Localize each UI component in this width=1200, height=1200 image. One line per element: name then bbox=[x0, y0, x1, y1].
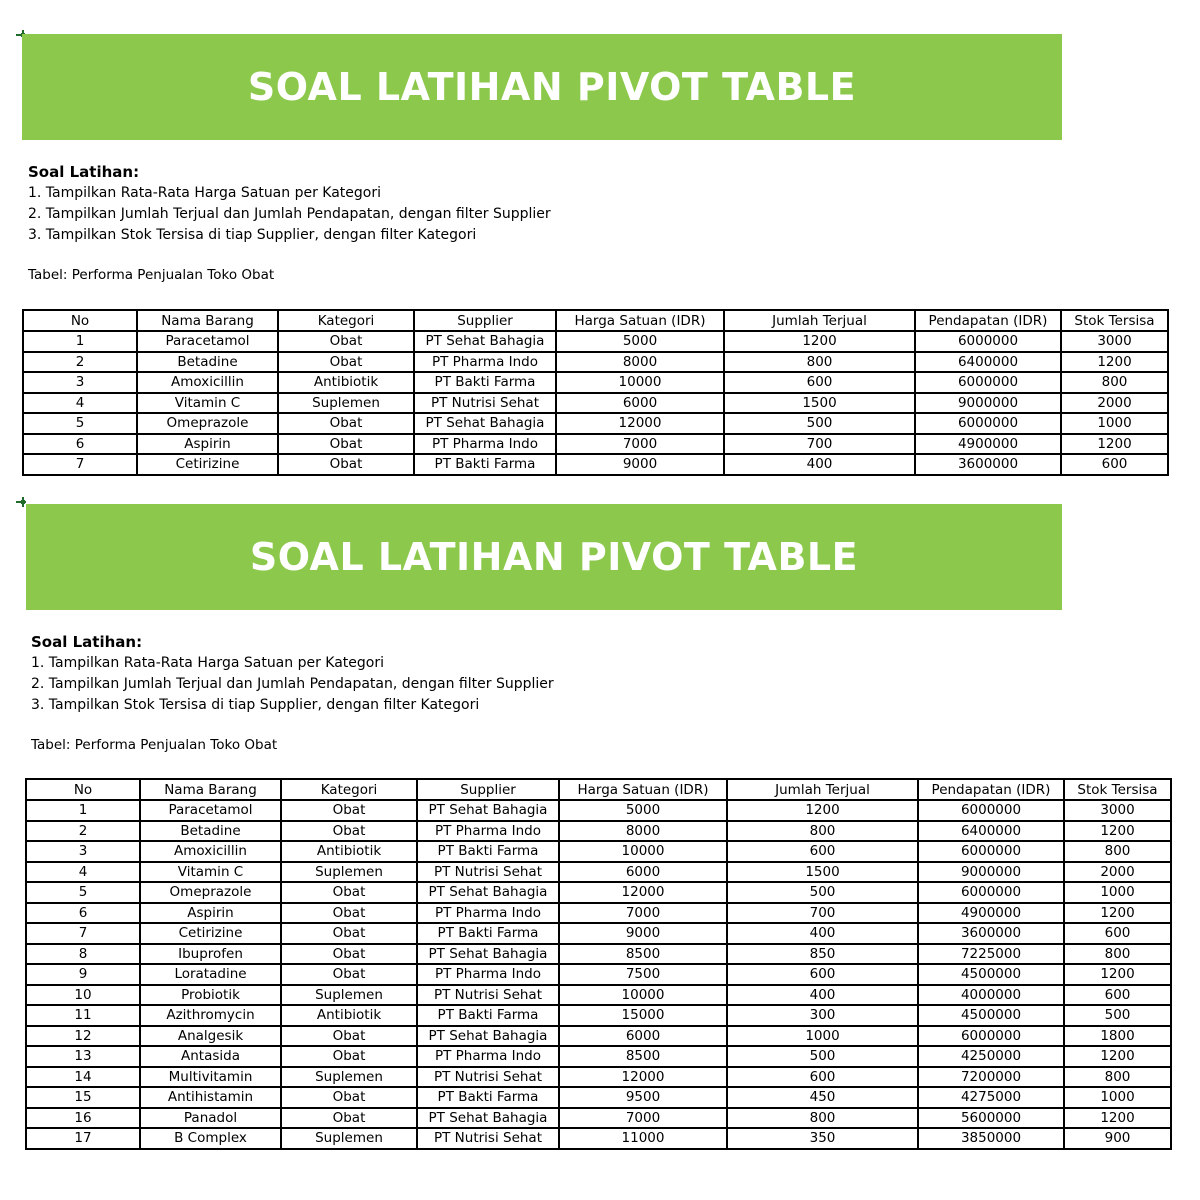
table-cell: 10 bbox=[26, 985, 140, 1006]
table-cell: 800 bbox=[1064, 1067, 1171, 1088]
table-cell: Ibuprofen bbox=[140, 944, 281, 965]
table-row bbox=[26, 882, 1171, 903]
table-cell: 3000 bbox=[1061, 331, 1168, 352]
table-row bbox=[26, 1046, 1171, 1067]
table-cell: 500 bbox=[727, 1046, 918, 1067]
table-cell: 800 bbox=[1064, 841, 1171, 862]
table-cell: 400 bbox=[727, 985, 918, 1006]
table-header-row bbox=[23, 310, 1168, 331]
table-cell: 350 bbox=[727, 1128, 918, 1149]
table-cell: PT Bakti Farma bbox=[417, 1087, 559, 1108]
column-header: Pendapatan (IDR) bbox=[918, 779, 1064, 800]
table-cell: 12000 bbox=[556, 413, 724, 434]
column-header: No bbox=[23, 310, 137, 331]
table-cell: 800 bbox=[1061, 372, 1168, 393]
table-cell: PT Pharma Indo bbox=[414, 352, 556, 373]
table-cell: 2000 bbox=[1064, 862, 1171, 883]
column-header: Kategori bbox=[278, 310, 414, 331]
table-cell: Obat bbox=[281, 1026, 417, 1047]
table-cell: Suplemen bbox=[281, 985, 417, 1006]
table-cell: 9000 bbox=[556, 454, 724, 475]
table-cell: 11000 bbox=[559, 1128, 727, 1149]
table-cell: PT Nutrisi Sehat bbox=[414, 393, 556, 414]
table-cell: Panadol bbox=[140, 1108, 281, 1129]
table-cell: 14 bbox=[26, 1067, 140, 1088]
table-cell: PT Bakti Farma bbox=[417, 1005, 559, 1026]
table-cell: 15000 bbox=[559, 1005, 727, 1026]
table-cell: 11 bbox=[26, 1005, 140, 1026]
table-cell: Obat bbox=[281, 1046, 417, 1067]
table-cell: 700 bbox=[727, 903, 918, 924]
table-cell: 7000 bbox=[556, 434, 724, 455]
table-row bbox=[26, 1067, 1171, 1088]
table-cell: PT Nutrisi Sehat bbox=[417, 1128, 559, 1149]
table-cell: 7000 bbox=[559, 903, 727, 924]
table-cell: Suplemen bbox=[281, 862, 417, 883]
table-cell: 8 bbox=[26, 944, 140, 965]
table-cell: 1200 bbox=[1064, 964, 1171, 985]
table-cell: 13 bbox=[26, 1046, 140, 1067]
table-cell: 500 bbox=[724, 413, 915, 434]
table-cell: 1000 bbox=[1061, 413, 1168, 434]
table-cell: Paracetamol bbox=[140, 800, 281, 821]
instruction-item: 3. Tampilkan Stok Tersisa di tiap Supplier, dengan filter Kategori bbox=[28, 227, 477, 243]
table-cell: Obat bbox=[281, 964, 417, 985]
table-cell: 1000 bbox=[1064, 1087, 1171, 1108]
table-cell: PT Bakti Farma bbox=[417, 841, 559, 862]
table-cell: 400 bbox=[724, 454, 915, 475]
table-cell: 6000 bbox=[559, 862, 727, 883]
table-cell: 4275000 bbox=[918, 1087, 1064, 1108]
table-cell: 4900000 bbox=[918, 903, 1064, 924]
table-cell: PT Nutrisi Sehat bbox=[417, 1067, 559, 1088]
table-cell: PT Bakti Farma bbox=[414, 454, 556, 475]
table-cell: Obat bbox=[281, 800, 417, 821]
table-cell: 6000 bbox=[556, 393, 724, 414]
table-cell: 6000 bbox=[559, 1026, 727, 1047]
table-cell: Obat bbox=[278, 352, 414, 373]
sales-table bbox=[22, 309, 1169, 476]
table-cell: 1 bbox=[26, 800, 140, 821]
table-cell: 9000 bbox=[559, 923, 727, 944]
table-row bbox=[26, 903, 1171, 924]
table-cell: 1200 bbox=[724, 331, 915, 352]
instructions-heading: Soal Latihan: bbox=[31, 633, 143, 651]
column-header: Jumlah Terjual bbox=[724, 310, 915, 331]
table-cell: 3600000 bbox=[915, 454, 1061, 475]
table-cell: 1200 bbox=[1064, 821, 1171, 842]
table-cell: Omeprazole bbox=[140, 882, 281, 903]
table-cell: 5 bbox=[23, 413, 137, 434]
table-row bbox=[26, 1026, 1171, 1047]
table-cell: 16 bbox=[26, 1108, 140, 1129]
table-cell: 8000 bbox=[556, 352, 724, 373]
table-cell: Aspirin bbox=[140, 903, 281, 924]
cell-corner-marker-icon bbox=[16, 497, 26, 507]
table-caption: Tabel: Performa Penjualan Toko Obat bbox=[31, 737, 278, 753]
table-cell: Obat bbox=[278, 434, 414, 455]
table-row bbox=[26, 800, 1171, 821]
table-row bbox=[26, 964, 1171, 985]
table-cell: 600 bbox=[1064, 923, 1171, 944]
table-cell: 12000 bbox=[559, 1067, 727, 1088]
table-cell: 1200 bbox=[1061, 352, 1168, 373]
table-cell: PT Pharma Indo bbox=[417, 903, 559, 924]
column-header: Nama Barang bbox=[140, 779, 281, 800]
table-row bbox=[26, 841, 1171, 862]
table-cell: 900 bbox=[1064, 1128, 1171, 1149]
table-cell: 600 bbox=[1061, 454, 1168, 475]
column-header: Supplier bbox=[414, 310, 556, 331]
table-cell: 10000 bbox=[559, 985, 727, 1006]
table-cell: 3 bbox=[23, 372, 137, 393]
table-cell: Obat bbox=[281, 1108, 417, 1129]
table-cell: PT Pharma Indo bbox=[417, 964, 559, 985]
instructions-heading: Soal Latihan: bbox=[28, 163, 140, 181]
table-cell: 1200 bbox=[727, 800, 918, 821]
table-cell: 1200 bbox=[1064, 903, 1171, 924]
table-row bbox=[23, 393, 1168, 414]
table-cell: Obat bbox=[281, 903, 417, 924]
table-cell: 800 bbox=[727, 1108, 918, 1129]
table-cell: Azithromycin bbox=[140, 1005, 281, 1026]
table-cell: Suplemen bbox=[278, 393, 414, 414]
table-cell: 6000000 bbox=[918, 1026, 1064, 1047]
column-header: Harga Satuan (IDR) bbox=[559, 779, 727, 800]
table-cell: 1200 bbox=[1061, 434, 1168, 455]
table-cell: Obat bbox=[278, 454, 414, 475]
instruction-item: 1. Tampilkan Rata-Rata Harga Satuan per Kategori bbox=[28, 185, 382, 201]
table-cell: 7 bbox=[23, 454, 137, 475]
table-cell: 1200 bbox=[1064, 1046, 1171, 1067]
column-header: Kategori bbox=[281, 779, 417, 800]
table-cell: 850 bbox=[727, 944, 918, 965]
table-cell: 4250000 bbox=[918, 1046, 1064, 1067]
table-row bbox=[23, 331, 1168, 352]
table-cell: PT Sehat Bahagia bbox=[417, 882, 559, 903]
table-cell: Obat bbox=[281, 1087, 417, 1108]
table-cell: 6 bbox=[23, 434, 137, 455]
table-cell: 10000 bbox=[559, 841, 727, 862]
table-cell: 5000 bbox=[556, 331, 724, 352]
table-cell: 800 bbox=[1064, 944, 1171, 965]
table-row bbox=[26, 1005, 1171, 1026]
instruction-item: 1. Tampilkan Rata-Rata Harga Satuan per Kategori bbox=[31, 655, 385, 671]
table-cell: 450 bbox=[727, 1087, 918, 1108]
table-cell: Suplemen bbox=[281, 1067, 417, 1088]
table-cell: Aspirin bbox=[137, 434, 278, 455]
table-cell: 400 bbox=[727, 923, 918, 944]
table-cell: 5600000 bbox=[918, 1108, 1064, 1129]
table-cell: 1200 bbox=[1064, 1108, 1171, 1129]
column-header: Stok Tersisa bbox=[1064, 779, 1171, 800]
table-cell: Antibiotik bbox=[281, 1005, 417, 1026]
table-cell: 6000000 bbox=[915, 413, 1061, 434]
table-row bbox=[26, 985, 1171, 1006]
table-cell: 6400000 bbox=[915, 352, 1061, 373]
table-cell: 500 bbox=[1064, 1005, 1171, 1026]
table-cell: 8000 bbox=[559, 821, 727, 842]
table-cell: Amoxicillin bbox=[137, 372, 278, 393]
table-cell: 6000000 bbox=[915, 331, 1061, 352]
table-cell: 6000000 bbox=[918, 841, 1064, 862]
title-banner bbox=[22, 34, 1062, 140]
table-cell: Vitamin C bbox=[140, 862, 281, 883]
table-cell: 7225000 bbox=[918, 944, 1064, 965]
table-cell: Cetirizine bbox=[140, 923, 281, 944]
column-header: Nama Barang bbox=[137, 310, 278, 331]
table-cell: PT Bakti Farma bbox=[417, 923, 559, 944]
table-cell: 300 bbox=[727, 1005, 918, 1026]
table-cell: Antasida bbox=[140, 1046, 281, 1067]
table-cell: Amoxicillin bbox=[140, 841, 281, 862]
table-cell: 3600000 bbox=[918, 923, 1064, 944]
table-cell: 2 bbox=[26, 821, 140, 842]
sheet-block-bottom bbox=[0, 492, 1200, 1200]
table-cell: Vitamin C bbox=[137, 393, 278, 414]
table-cell: Obat bbox=[278, 331, 414, 352]
table-cell: 500 bbox=[727, 882, 918, 903]
title-banner bbox=[26, 504, 1062, 610]
table-cell: Loratadine bbox=[140, 964, 281, 985]
table-cell: 1000 bbox=[727, 1026, 918, 1047]
table-caption: Tabel: Performa Penjualan Toko Obat bbox=[28, 267, 275, 283]
table-cell: Obat bbox=[281, 923, 417, 944]
table-cell: 3850000 bbox=[918, 1128, 1064, 1149]
table-cell: Antibiotik bbox=[281, 841, 417, 862]
sheet-block-top bbox=[0, 0, 1200, 492]
table-cell: 2000 bbox=[1061, 393, 1168, 414]
table-cell: 1500 bbox=[724, 393, 915, 414]
table-cell: Antihistamin bbox=[140, 1087, 281, 1108]
table-cell: Antibiotik bbox=[278, 372, 414, 393]
table-cell: 8500 bbox=[559, 944, 727, 965]
table-cell: 3000 bbox=[1064, 800, 1171, 821]
table-row bbox=[26, 923, 1171, 944]
column-header: Pendapatan (IDR) bbox=[915, 310, 1061, 331]
table-row bbox=[23, 454, 1168, 475]
table-cell: 17 bbox=[26, 1128, 140, 1149]
table-cell: PT Sehat Bahagia bbox=[417, 1026, 559, 1047]
table-row bbox=[23, 413, 1168, 434]
table-cell: PT Sehat Bahagia bbox=[414, 413, 556, 434]
table-cell: PT Nutrisi Sehat bbox=[417, 862, 559, 883]
table-cell: Obat bbox=[281, 882, 417, 903]
table-cell: Cetirizine bbox=[137, 454, 278, 475]
table-row bbox=[23, 372, 1168, 393]
instruction-item: 3. Tampilkan Stok Tersisa di tiap Supplier, dengan filter Kategori bbox=[31, 697, 480, 713]
instructions bbox=[31, 632, 554, 716]
table-cell: Betadine bbox=[137, 352, 278, 373]
table-cell: 7000 bbox=[559, 1108, 727, 1129]
table-cell: 9500 bbox=[559, 1087, 727, 1108]
table-cell: Suplemen bbox=[281, 1128, 417, 1149]
column-header: Stok Tersisa bbox=[1061, 310, 1168, 331]
table-cell: 6 bbox=[26, 903, 140, 924]
column-header: Supplier bbox=[417, 779, 559, 800]
table-cell: 600 bbox=[724, 372, 915, 393]
table-cell: 6400000 bbox=[918, 821, 1064, 842]
table-cell: 700 bbox=[724, 434, 915, 455]
table-row bbox=[26, 821, 1171, 842]
table-row bbox=[26, 1087, 1171, 1108]
table-cell: B Complex bbox=[140, 1128, 281, 1149]
table-cell: 4 bbox=[23, 393, 137, 414]
column-header: Jumlah Terjual bbox=[727, 779, 918, 800]
table-cell: 4900000 bbox=[915, 434, 1061, 455]
table-cell: Omeprazole bbox=[137, 413, 278, 434]
table-cell: 6000000 bbox=[915, 372, 1061, 393]
table-row bbox=[26, 1108, 1171, 1129]
table-cell: 7200000 bbox=[918, 1067, 1064, 1088]
table-cell: 7500 bbox=[559, 964, 727, 985]
table-cell: 4000000 bbox=[918, 985, 1064, 1006]
table-cell: 1500 bbox=[727, 862, 918, 883]
table-cell: Betadine bbox=[140, 821, 281, 842]
table-cell: 1800 bbox=[1064, 1026, 1171, 1047]
table-cell: Paracetamol bbox=[137, 331, 278, 352]
page-title: SOAL LATIHAN PIVOT TABLE bbox=[249, 535, 859, 579]
instructions bbox=[28, 162, 551, 246]
table-cell: 1000 bbox=[1064, 882, 1171, 903]
table-row bbox=[26, 944, 1171, 965]
table-cell: PT Pharma Indo bbox=[417, 821, 559, 842]
table-cell: PT Pharma Indo bbox=[417, 1046, 559, 1067]
table-cell: PT Sehat Bahagia bbox=[417, 800, 559, 821]
instruction-item: 2. Tampilkan Jumlah Terjual dan Jumlah Pendapatan, dengan filter Supplier bbox=[31, 676, 554, 692]
column-header: Harga Satuan (IDR) bbox=[556, 310, 724, 331]
instruction-item: 2. Tampilkan Jumlah Terjual dan Jumlah Pendapatan, dengan filter Supplier bbox=[28, 206, 551, 222]
table-cell: PT Sehat Bahagia bbox=[417, 944, 559, 965]
column-header: No bbox=[26, 779, 140, 800]
table-cell: 600 bbox=[727, 964, 918, 985]
table-cell: 5000 bbox=[559, 800, 727, 821]
table-cell: Obat bbox=[278, 413, 414, 434]
table-cell: 3 bbox=[26, 841, 140, 862]
table-cell: Multivitamin bbox=[140, 1067, 281, 1088]
page-title: SOAL LATIHAN PIVOT TABLE bbox=[247, 65, 857, 109]
table-cell: 10000 bbox=[556, 372, 724, 393]
table-cell: 6000000 bbox=[918, 800, 1064, 821]
table-cell: 4 bbox=[26, 862, 140, 883]
table-cell: PT Nutrisi Sehat bbox=[417, 985, 559, 1006]
table-header-row bbox=[26, 779, 1171, 800]
table-cell: PT Sehat Bahagia bbox=[417, 1108, 559, 1129]
sales-table bbox=[25, 778, 1172, 1150]
table-cell: 12000 bbox=[559, 882, 727, 903]
table-cell: PT Pharma Indo bbox=[414, 434, 556, 455]
table-cell: 6000000 bbox=[918, 882, 1064, 903]
table-cell: 8500 bbox=[559, 1046, 727, 1067]
table-cell: Obat bbox=[281, 821, 417, 842]
table-cell: Analgesik bbox=[140, 1026, 281, 1047]
table-cell: 800 bbox=[724, 352, 915, 373]
table-cell: 15 bbox=[26, 1087, 140, 1108]
table-cell: PT Bakti Farma bbox=[414, 372, 556, 393]
table-cell: 600 bbox=[727, 1067, 918, 1088]
table-cell: 800 bbox=[727, 821, 918, 842]
table-cell: 4500000 bbox=[918, 964, 1064, 985]
table-cell: 9000000 bbox=[918, 862, 1064, 883]
table-cell: Probiotik bbox=[140, 985, 281, 1006]
table-cell: 9 bbox=[26, 964, 140, 985]
table-cell: Obat bbox=[281, 944, 417, 965]
table-cell: 9000000 bbox=[915, 393, 1061, 414]
table-row bbox=[23, 352, 1168, 373]
table-cell: 12 bbox=[26, 1026, 140, 1047]
table-cell: 2 bbox=[23, 352, 137, 373]
table-row bbox=[26, 862, 1171, 883]
table-cell: 600 bbox=[727, 841, 918, 862]
table-cell: 600 bbox=[1064, 985, 1171, 1006]
table-cell: 7 bbox=[26, 923, 140, 944]
table-cell: PT Sehat Bahagia bbox=[414, 331, 556, 352]
table-cell: 1 bbox=[23, 331, 137, 352]
table-cell: 5 bbox=[26, 882, 140, 903]
table-row bbox=[26, 1128, 1171, 1149]
table-cell: 4500000 bbox=[918, 1005, 1064, 1026]
table-row bbox=[23, 434, 1168, 455]
